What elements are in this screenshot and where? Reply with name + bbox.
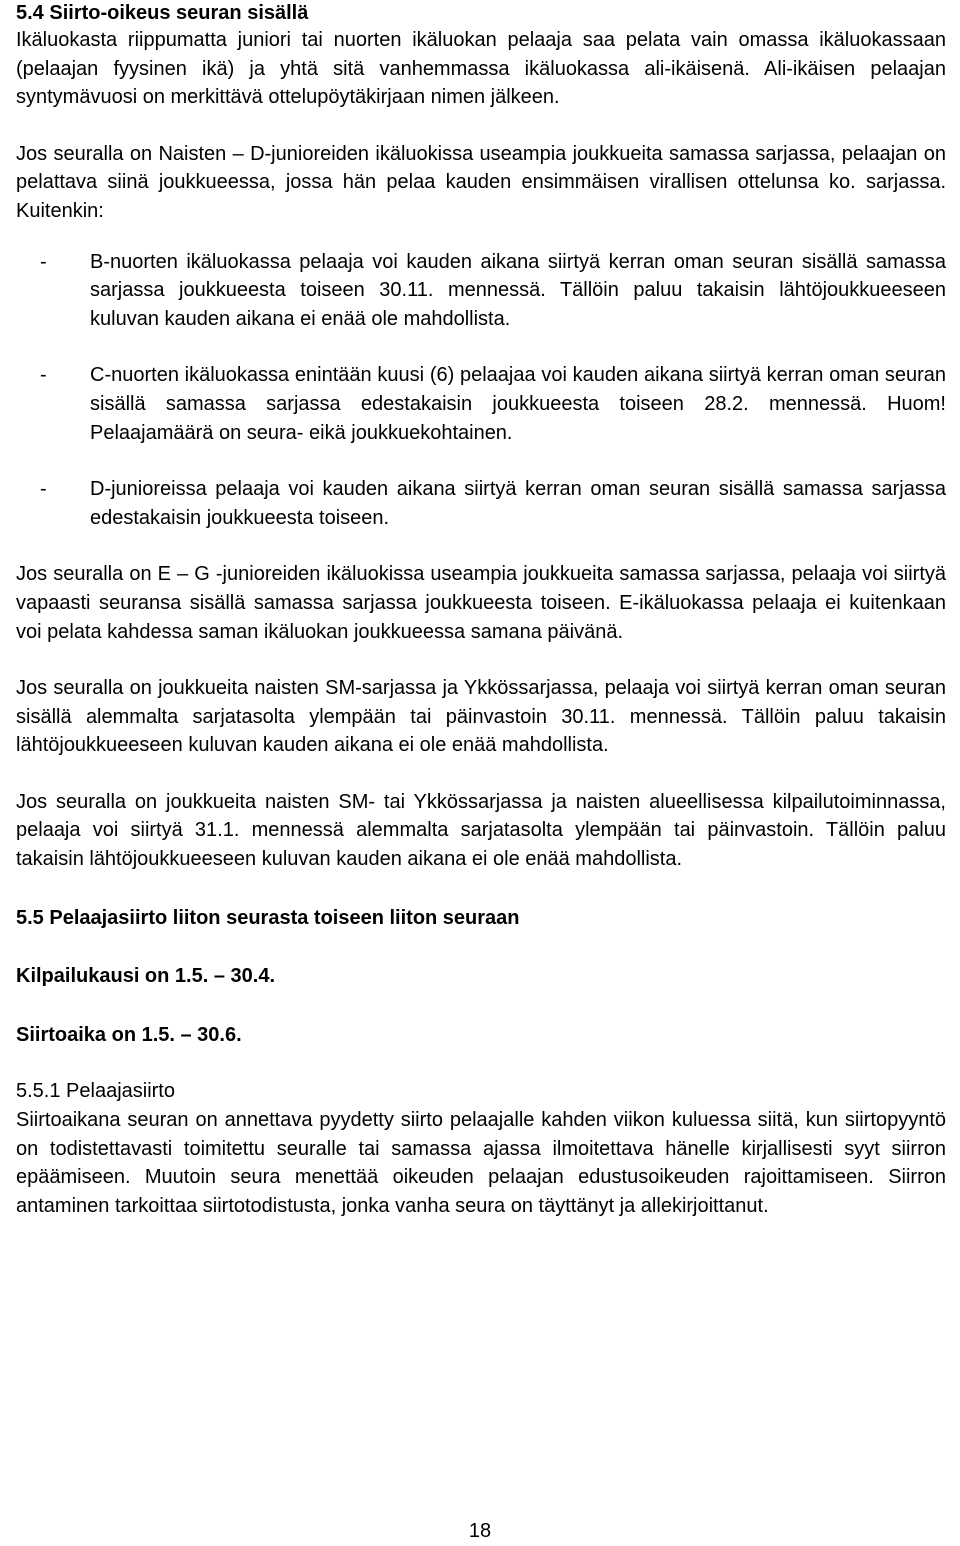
paragraph-women-d-junior: Jos seuralla on Naisten – D-junioreiden ikäluokissa useampia joukkueita samassa sarjassa, pelaajan on pelattava siinä joukkueessa, jossa hän pelaa kauden ensimmäisen virallisen ottelunsa ko. sarjassa. Kuitenkin: — [16, 142, 946, 222]
paragraph-player-transfer: Siirtoaikana seuran on annettava pyydetty siirto pelaajalle kahden viikon kuluessa siitä, kun siirtopyyntö on todistettavasti toimitettu seuralle tai samassa ajassa ilmoitettava hänelle kirjallisesti syyt siirron epäämiseen. Muutoin seura menettää oikeuden pelaajan edustusoikeuden rajoittamiseen. Siirron antaminen tarkoittaa siirtotodistusta, jonka vanha seura on täyttänyt ja allekirjoittanut. — [16, 1109, 946, 1217]
page-number: 18 — [468, 1520, 492, 1542]
list-dash: - — [40, 478, 47, 501]
list-item — [16, 361, 946, 447]
list-item-text: D-junioreissa pelaaja voi kauden aikana siirtyä kerran oman seuran sisällä samassa sarjassa edestakaisin joukkueesta toiseen. — [90, 478, 946, 529]
list-item-text: C-nuorten ikäluokassa enintään kuusi (6) pelaajaa voi kauden aikana siirtyä kerran oman seuran sisällä samassa sarjassa edestakaisin joukkueesta toiseen 28.2. mennessä. Huom! Pelaajamäärä on seura- eikä joukkuekohtainen. — [90, 364, 946, 444]
paragraph-age-class-rule: Ikäluokasta riippumatta juniori tai nuorten ikäluokan pelaaja saa pelata vain omassa ikäluokassaan (pelaajan fyysinen ikä) ja yhtä sitä vanhemmassa ikäluokassa ali-ikäisenä. Ali-ikäisen pelaajan syntymävuosi on merkittävä ottelupöytäkirjaan nimen jälkeen. — [16, 29, 946, 109]
exceptions-list — [16, 248, 946, 533]
list-item — [16, 248, 946, 334]
paragraph-regional: Jos seuralla on joukkueita naisten SM- tai Ykkössarjassa ja naisten alueellisessa kilpailutoiminnassa, pelaaja voi siirtyä 31.1. mennessä alemmalta sarjatasolta ylempään tai päinvastoin. Tällöin paluu takaisin lähtöjoukkueeseen kuluvan kauden aikana ei ole enää mahdollista. — [16, 790, 946, 871]
paragraph-sm-ykkonen: Jos seuralla on joukkueita naisten SM-sarjassa ja Ykkössarjassa, pelaaja voi siirtyä kerran oman seuran sisällä alemmalta sarjatasolta ylempään tai päinvastoin 30.11. mennessä. Tällöin paluu takaisin lähtöjoukkueeseen kuluvan kauden aikana ei ole enää mahdollista. — [16, 677, 946, 757]
competition-season: Kilpailukausi on 1.5. – 30.4. — [16, 965, 275, 988]
paragraph-women-d-junior-block — [16, 140, 946, 226]
document-page — [16, 0, 946, 1220]
section-heading-5-5: 5.5 Pelaajasiirto liiton seurasta toiseen liiton seuraan — [16, 906, 520, 929]
list-dash: - — [40, 250, 47, 273]
list-dash: - — [40, 364, 47, 387]
list-item — [16, 475, 946, 532]
paragraph-e-g-junior: Jos seuralla on E – G -junioreiden ikäluokissa useampia joukkueita samassa sarjassa, pelaaja voi siirtyä vapaasti seuransa sisällä samassa sarjassa joukkueesta toiseen. E-ikäluokassa pelaaja ei kuitenkaan voi pelata kahdessa saman ikäluokan joukkueessa samana päivänä. — [16, 563, 946, 643]
list-item-text: B-nuorten ikäluokassa pelaaja voi kauden aikana siirtyä kerran oman seuran sisällä samassa sarjassa joukkueesta toiseen 30.11. mennessä. Tällöin paluu takaisin lähtöjoukkueeseen kuluvan kauden aikana ei enää ole mahdollista. — [90, 250, 946, 330]
transfer-period: Siirtoaika on 1.5. – 30.6. — [16, 1023, 242, 1046]
section-heading-5-4: 5.4 Siirto-oikeus seuran sisällä — [16, 2, 309, 24]
sub-heading-5-5-1: 5.5.1 Pelaajasiirto — [16, 1080, 175, 1103]
